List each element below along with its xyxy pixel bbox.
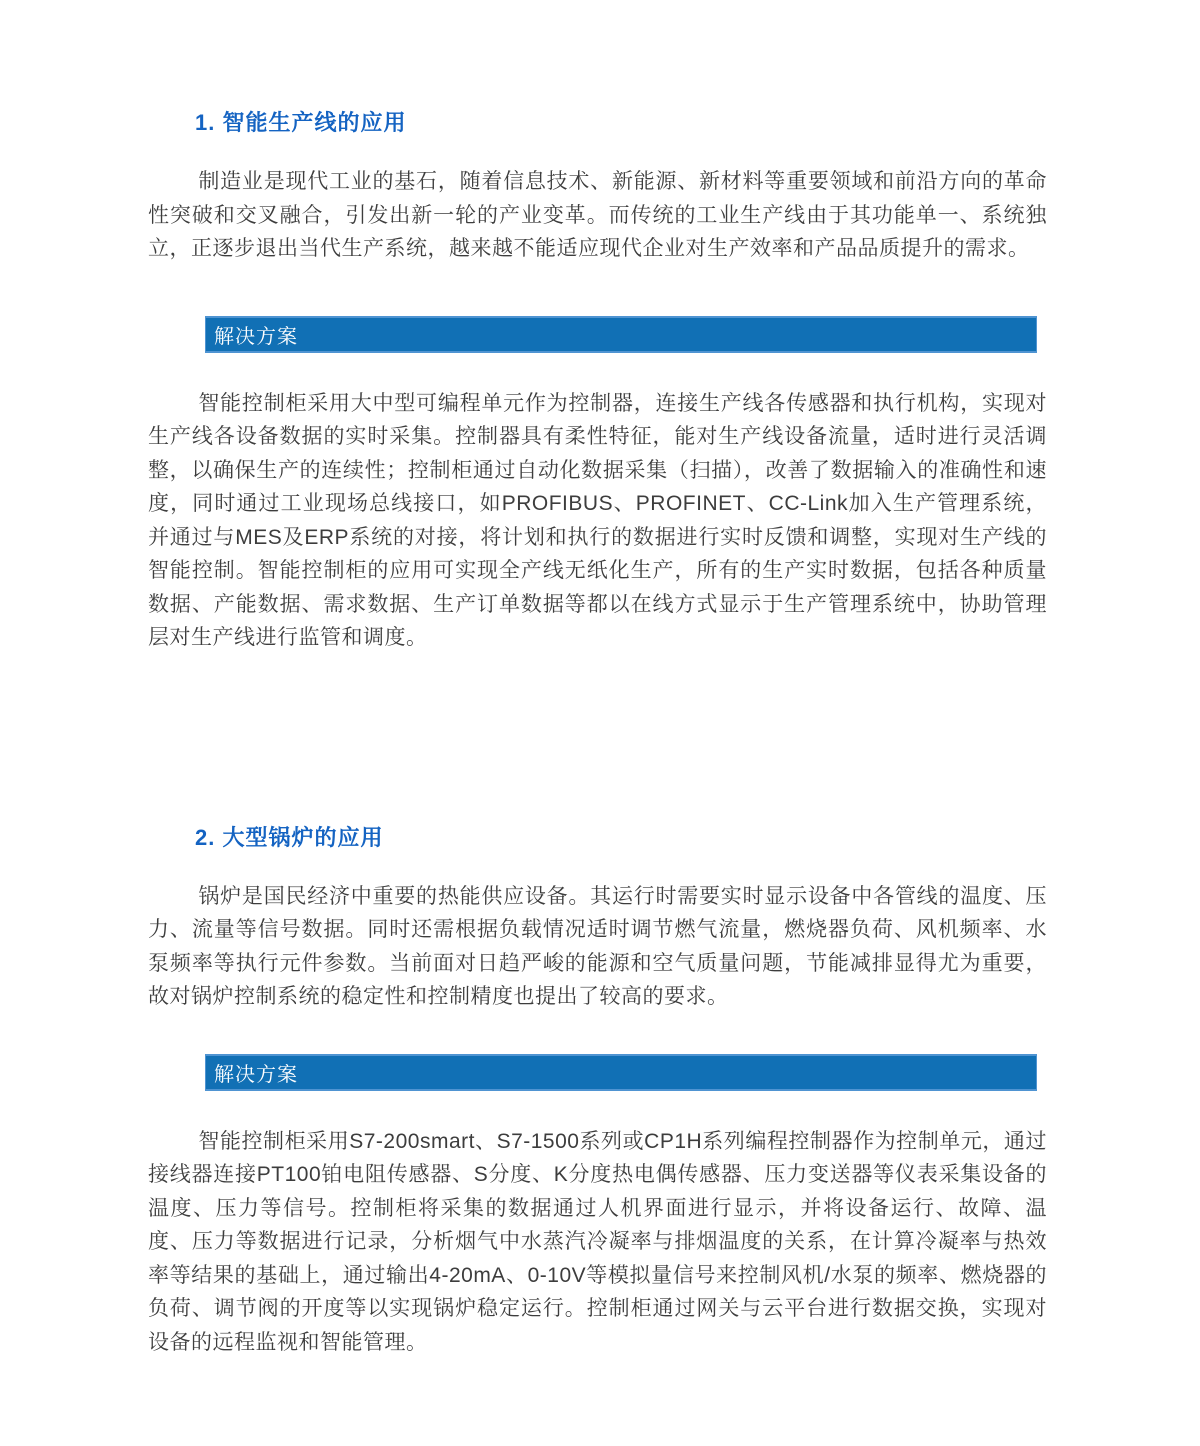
section-large-boiler xyxy=(148,823,1047,1360)
intro-paragraph-large-boiler: 锅炉是国民经济中重要的热能供应设备。其运行时需要实时显示设备中各管线的温度、压力、流量等信号数据。同时还需根据负载情况适时调节燃气流量，燃烧器负荷、风机频率、水泵频率等执行元件参数。当前面对日趋严峻的能源和空气质量问题，节能减排显得尤为重要，故对锅炉控制系统的稳定性和控制精度也提出了较高的要求。 xyxy=(148,884,1047,1008)
section-smart-production-line xyxy=(148,108,1047,655)
solution-banner xyxy=(205,1054,1037,1091)
section-heading-smart-production-line: 1. 智能生产线的应用 xyxy=(195,110,407,135)
intro-paragraph-smart-production-line: 制造业是现代工业的基石，随着信息技术、新能源、新材料等重要领域和前沿方向的革命性突破和交叉融合，引发出新一轮的产业变革。而传统的工业生产线由于其功能单一、系统独立，正逐步退出当代生产系统，越来越不能适应现代企业对生产效率和产品品质提升的需求。 xyxy=(148,170,1047,260)
solution-paragraph-large-boiler: 智能控制柜采用S7-200smart、S7-1500系列或CP1H系列编程控制器作为控制单元，通过接线器连接PT100铂电阻传感器、S分度、K分度热电偶传感器、压力变送器等仪表采集设备的温度、压力等信号。控制柜将采集的数据通过人机界面进行显示，并将设备运行、故障、温度、压力等数据进行记录，分析烟气中水蒸汽冷凝率与排烟温度的关系，在计算冷凝率与热效率等结果的基础上，通过输出4-20mA、0-10V等模拟量信号来控制风机/水泵的频率、燃烧器的负荷、调节阀的开度等以实现锅炉稳定运行。控制柜通过网关与云平台进行数据交换，实现对设备的远程监视和智能管理。 xyxy=(148,1129,1047,1354)
solution-banner-label: 解决方案 xyxy=(214,1063,298,1086)
solution-banner-label: 解决方案 xyxy=(214,325,298,348)
solution-banner xyxy=(205,316,1037,353)
section-heading-large-boiler: 2. 大型锅炉的应用 xyxy=(195,824,384,850)
solution-paragraph-smart-production-line: 智能控制柜采用大中型可编程单元作为控制器，连接生产线各传感器和执行机构，实现对生产线各设备数据的实时采集。控制器具有柔性特征，能对生产线设备流量，适时进行灵活调整，以确保生产的连续性；控制柜通过自动化数据采集（扫描），改善了数据输入的准确性和速度，同时通过工业现场总线接口，如PROFIBUS、PROFINET、CC-Link加入生产管理系统，并通过与MES及ERP系统的对接，将计划和执行的数据进行实时反馈和调整，实现对生产线的智能控制。智能控制柜的应用可实现全产线无纸化生产，所有的生产实时数据，包括各种质量数据、产能数据、需求数据、生产订单数据等都以在线方式显示于生产管理系统中，协助管理层对生产线进行监管和调度。 xyxy=(148,391,1047,649)
